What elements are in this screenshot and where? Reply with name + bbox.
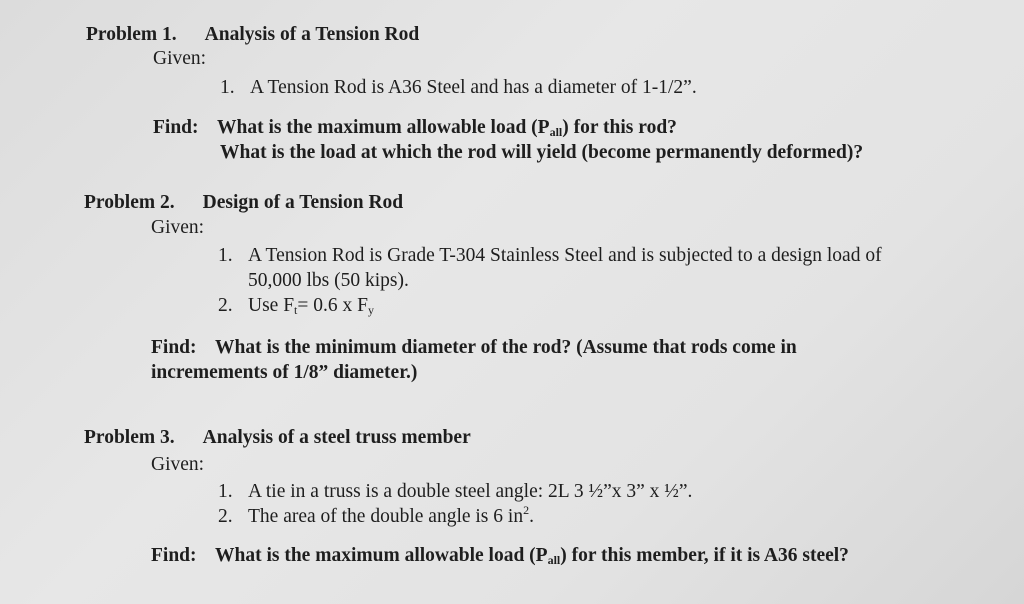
problem-2-find-label: Find: (151, 337, 197, 358)
problem-3-find-label: Find: (151, 545, 197, 566)
problem-1-label: Problem 1. (86, 24, 177, 45)
problem-2-heading (84, 191, 403, 215)
problem-1-given-item-1: 1. A Tension Rod is A36 Steel and has a diameter of 1-1/2”. (220, 77, 697, 98)
problem-3-given-item-2: 2. The area of the double angle is 6 $in^2$. (218, 503, 534, 527)
problem-2-find-line-2: incremements of 1/8” diameter.) (151, 362, 418, 383)
problem-3-given-label: Given: (151, 454, 205, 475)
problem-2-find-line-1: Find: What is the minimum diameter of the rod? (Assume that rods come in (151, 337, 797, 358)
problem-1-heading (86, 23, 419, 47)
problem-3-label: Problem 3. (84, 427, 175, 448)
problem-1-find-line-1: Find: What is the maximum allowable load $(P_{all})$ for this rod? (153, 117, 677, 139)
problem-3-title: Analysis of a steel truss member (202, 427, 471, 448)
problem-2-label: Problem 2. (84, 192, 175, 213)
problem-2-given-item-1-cont: 50,000 lbs (50 kips). (248, 270, 409, 291)
problem-1-find-label: Find: (153, 117, 199, 138)
problem-2-given-item-1: 1. A Tension Rod is Grade T-304 Stainless Steel and is subjected to a design load of (218, 245, 882, 266)
problem-2-given-label: Given: (151, 217, 205, 238)
problem-2-given-item-2: 2. Use $F_t= 0.6$ x $F_y$ (218, 295, 374, 317)
problem-1-find-line-2: What is the load at which the rod will yield (become permanently deformed)? (220, 142, 864, 163)
problem-3-given-item-1: 1. A tie in a truss is a double steel angle: 2L 3 ½”x 3” x ½”. (218, 481, 693, 502)
problem-1-given-label: Given: (153, 48, 207, 69)
problem-2-title: Design of a Tension Rod (202, 192, 404, 213)
problem-1-title: Analysis of a Tension Rod (204, 24, 420, 45)
problem-3-find-line-1: Find: What is the maximum allowable load $(P_{all})$ for this member, if it is A36 steel? (151, 545, 849, 567)
problem-3-heading (84, 426, 471, 450)
